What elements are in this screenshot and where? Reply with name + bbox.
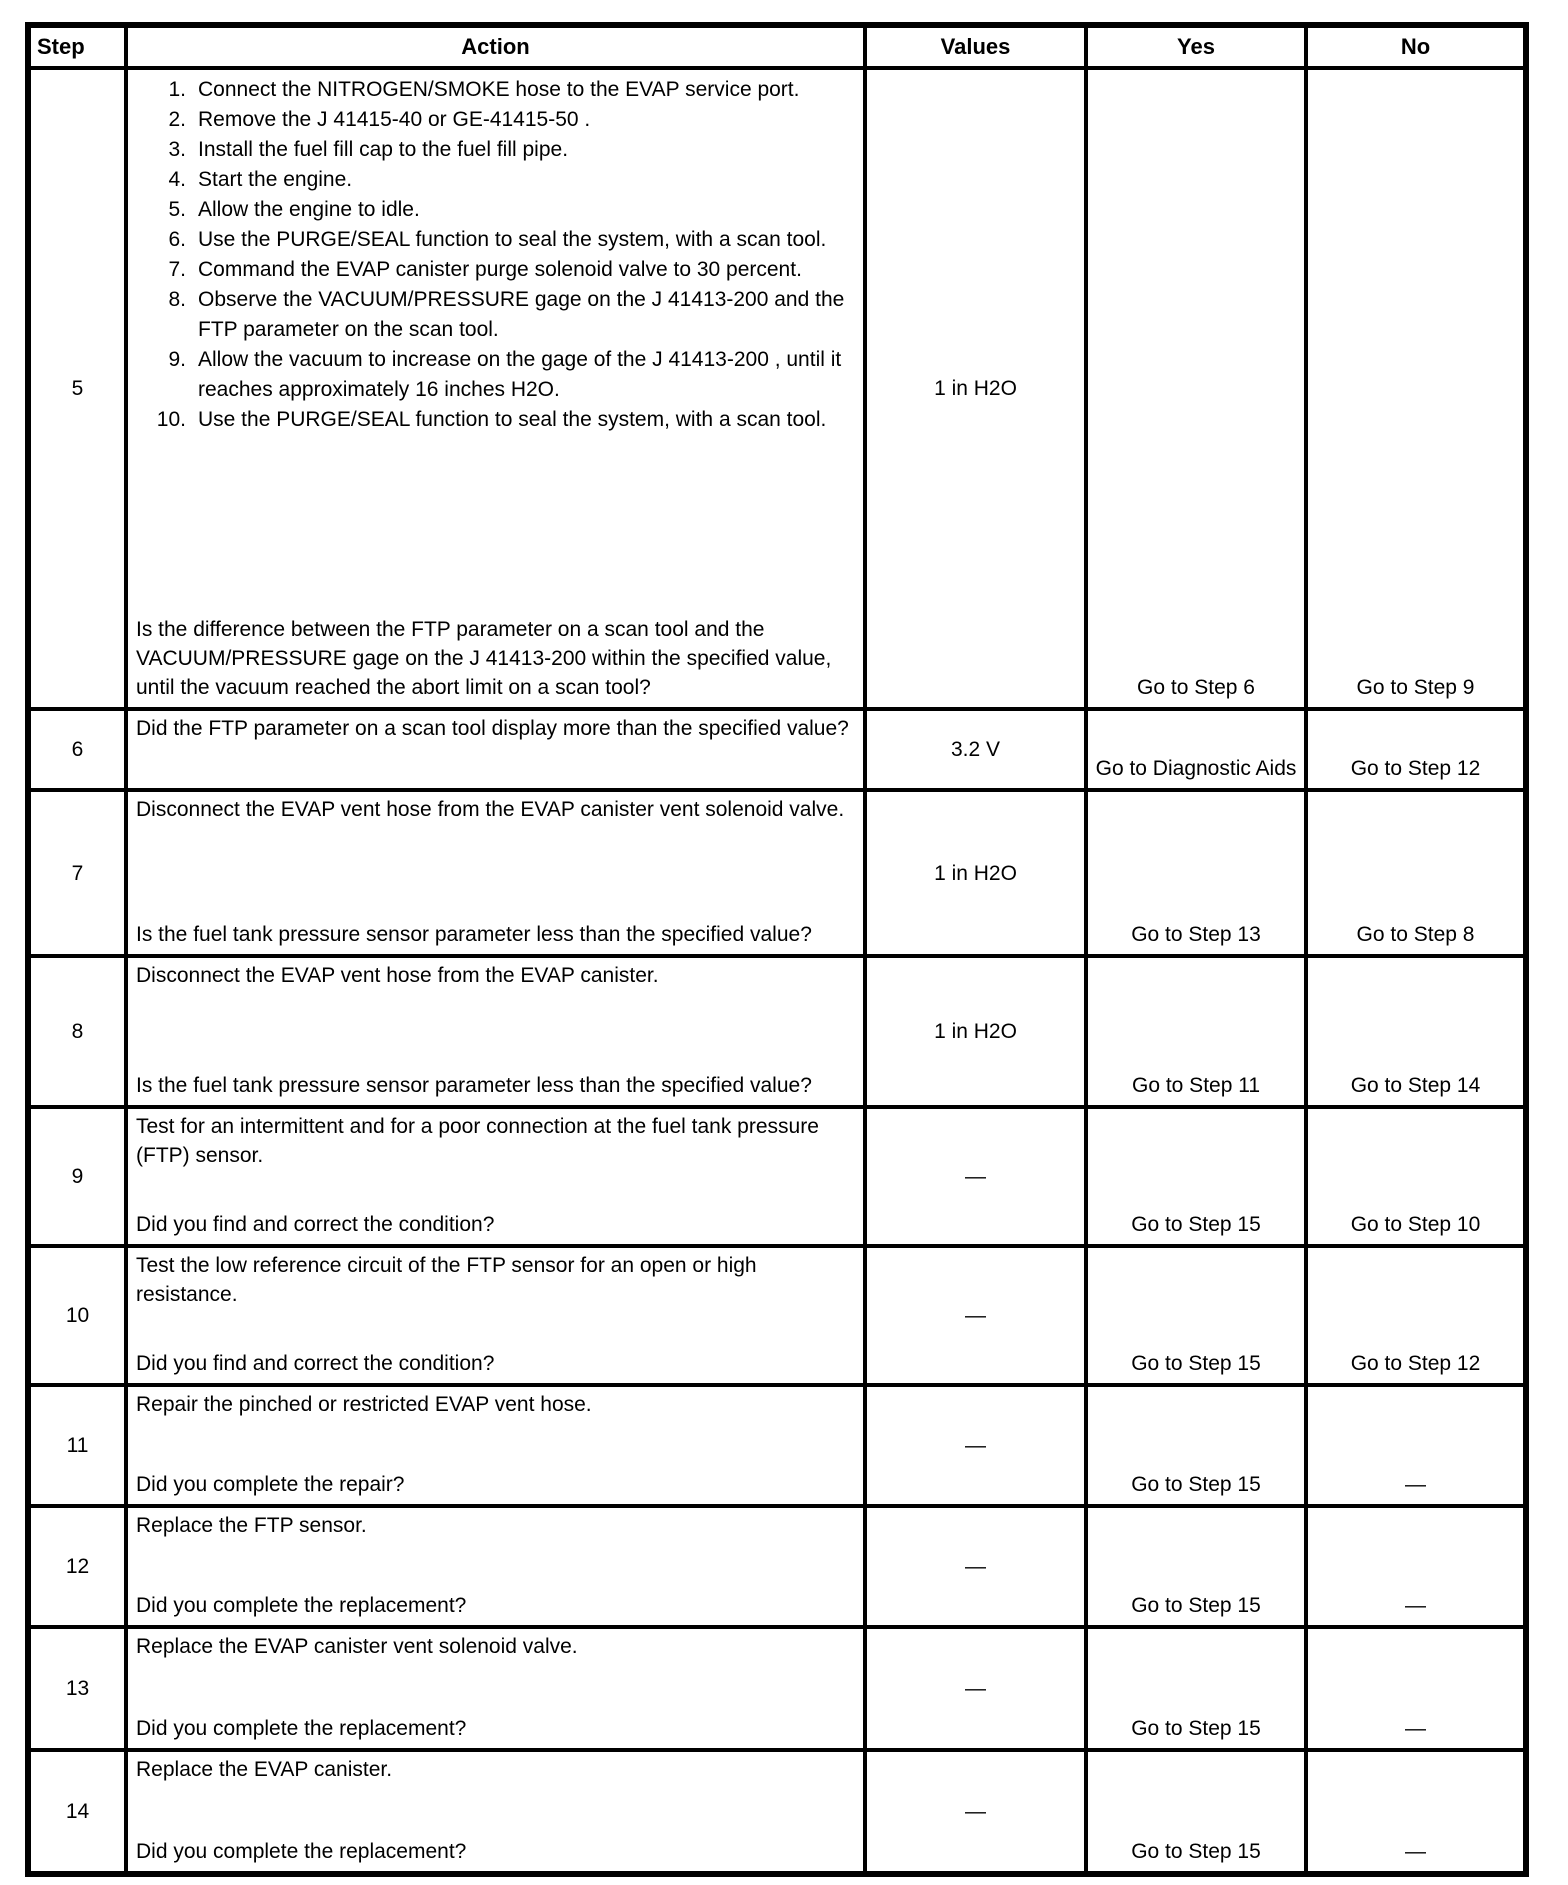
table-row <box>28 790 1526 956</box>
values-cell: 1 in H2O <box>865 956 1086 1107</box>
action-step-item <box>136 195 857 225</box>
list-number: 7. <box>168 258 186 281</box>
yes-cell: Go to Step 15 <box>1086 1506 1306 1627</box>
list-number: 1. <box>168 78 186 101</box>
values-cell: — <box>865 1627 1086 1750</box>
yes-cell: Go to Step 6 <box>1086 68 1306 709</box>
yes-cell: Go to Step 15 <box>1086 1627 1306 1750</box>
action-statement: Repair the pinched or restricted EVAP vent hose. <box>136 1393 592 1416</box>
step-cell: 10 <box>28 1246 126 1385</box>
yes-cell: Go to Step 15 <box>1086 1246 1306 1385</box>
list-number: 6. <box>168 228 186 251</box>
step-cell: 12 <box>28 1506 126 1627</box>
list-number: 10. <box>156 408 186 431</box>
action-cell-content <box>128 1387 863 1504</box>
table-body <box>28 68 1526 1874</box>
table-header <box>28 25 1526 68</box>
table-row <box>28 1627 1526 1750</box>
action-question: Is the fuel tank pressure sensor parameter less than the specified value? <box>136 1074 812 1097</box>
values-cell: — <box>865 1506 1086 1627</box>
list-text: Use the PURGE/SEAL function to seal the system, with a scan tool. <box>198 408 827 431</box>
action-statement: Replace the EVAP canister. <box>136 1758 393 1781</box>
list-number: 3. <box>168 138 186 161</box>
action-step-item <box>136 135 857 165</box>
yes-cell: Go to Step 11 <box>1086 956 1306 1107</box>
table-row <box>28 956 1526 1107</box>
values-cell: — <box>865 1750 1086 1874</box>
action-statement: Test the low reference circuit of the FTP sensor for an open or high resistance. <box>136 1254 757 1306</box>
action-statement: Disconnect the EVAP vent hose from the EVAP canister. <box>136 964 659 987</box>
action-statement: Test for an intermittent and for a poor connection at the fuel tank pressure (FTP) sensor. <box>136 1115 819 1167</box>
table-row <box>28 1246 1526 1385</box>
header-yes: Yes <box>1086 25 1306 68</box>
no-cell: — <box>1306 1385 1526 1506</box>
values-cell: — <box>865 1385 1086 1506</box>
table-row <box>28 1750 1526 1874</box>
list-text: Allow the vacuum to increase on the gage of the J 41413-200 , until it reaches approximately 16 inches H2O. <box>198 348 842 401</box>
action-question: Is the fuel tank pressure sensor parameter less than the specified value? <box>136 923 812 946</box>
no-cell: Go to Step 8 <box>1306 790 1526 956</box>
action-cell <box>126 790 865 956</box>
action-cell-content <box>128 1109 863 1244</box>
action-statement: Disconnect the EVAP vent hose from the EVAP canister vent solenoid valve. <box>136 798 845 821</box>
action-cell <box>126 709 865 790</box>
no-cell: — <box>1306 1627 1526 1750</box>
step-cell: 14 <box>28 1750 126 1874</box>
action-step-item <box>136 75 857 105</box>
list-text: Allow the engine to idle. <box>198 198 420 221</box>
list-number: 8. <box>168 288 186 311</box>
action-cell <box>126 68 865 709</box>
action-step-item <box>136 105 857 135</box>
table-row <box>28 709 1526 790</box>
action-step-item <box>136 345 857 405</box>
action-statement: Replace the FTP sensor. <box>136 1514 367 1537</box>
action-cell-content <box>128 711 863 788</box>
action-cell-content <box>128 70 863 707</box>
action-cell <box>126 1506 865 1627</box>
action-question: Did you find and correct the condition? <box>136 1352 495 1375</box>
action-cell <box>126 1246 865 1385</box>
no-cell: Go to Step 9 <box>1306 68 1526 709</box>
action-cell <box>126 1750 865 1874</box>
step-cell: 9 <box>28 1107 126 1246</box>
yes-cell: Go to Diagnostic Aids <box>1086 709 1306 790</box>
action-question: Did you complete the repair? <box>136 1473 405 1496</box>
list-text: Remove the J 41415-40 or GE-41415-50 . <box>198 108 591 131</box>
no-cell: — <box>1306 1506 1526 1627</box>
action-question: Did you complete the replacement? <box>136 1717 467 1740</box>
yes-cell: Go to Step 15 <box>1086 1750 1306 1874</box>
no-cell: — <box>1306 1750 1526 1874</box>
list-number: 2. <box>168 108 186 131</box>
diagnostic-table <box>25 22 1529 1877</box>
action-cell-content <box>128 792 863 954</box>
values-cell: 1 in H2O <box>865 68 1086 709</box>
yes-cell: Go to Step 13 <box>1086 790 1306 956</box>
step-cell: 5 <box>28 68 126 709</box>
action-question: Did you complete the replacement? <box>136 1840 467 1863</box>
no-cell: Go to Step 12 <box>1306 709 1526 790</box>
action-statement: Replace the EVAP canister vent solenoid valve. <box>136 1635 578 1658</box>
step-cell: 11 <box>28 1385 126 1506</box>
action-cell-content <box>128 1629 863 1748</box>
action-cell-content <box>128 1752 863 1871</box>
header-row <box>28 25 1526 68</box>
action-cell <box>126 1627 865 1750</box>
step-cell: 7 <box>28 790 126 956</box>
no-cell: Go to Step 10 <box>1306 1107 1526 1246</box>
action-step-item <box>136 405 857 435</box>
action-question: Is the difference between the FTP parameter on a scan tool and the VACUUM/PRESSURE gage on the J 41413-200 within the specified value, until the vacuum reached the abort limit on a scan tool? <box>136 618 832 699</box>
step-cell: 6 <box>28 709 126 790</box>
table-row <box>28 1506 1526 1627</box>
values-cell: 3.2 V <box>865 709 1086 790</box>
table-row <box>28 68 1526 709</box>
values-cell: — <box>865 1107 1086 1246</box>
action-step-item <box>136 165 857 195</box>
list-number: 9. <box>168 348 186 371</box>
list-text: Start the engine. <box>198 168 353 191</box>
action-cell <box>126 956 865 1107</box>
action-cell <box>126 1107 865 1246</box>
yes-cell: Go to Step 15 <box>1086 1107 1306 1246</box>
action-step-item <box>136 225 857 255</box>
step-cell: 8 <box>28 956 126 1107</box>
header-action: Action <box>126 25 865 68</box>
action-cell-content <box>128 1508 863 1625</box>
header-values: Values <box>865 25 1086 68</box>
values-cell: 1 in H2O <box>865 790 1086 956</box>
action-question: Did you find and correct the condition? <box>136 1213 495 1236</box>
list-text: Connect the NITROGEN/SMOKE hose to the EVAP service port. <box>198 78 800 101</box>
action-step-item <box>136 285 857 345</box>
action-question: Did you complete the replacement? <box>136 1594 467 1617</box>
table-row <box>28 1107 1526 1246</box>
action-question: Did the FTP parameter on a scan tool display more than the specified value? <box>136 717 849 740</box>
list-text: Observe the VACUUM/PRESSURE gage on the J 41413-200 and the FTP parameter on the scan tool. <box>198 288 845 341</box>
no-cell: Go to Step 12 <box>1306 1246 1526 1385</box>
action-step-item <box>136 255 857 285</box>
header-no: No <box>1306 25 1526 68</box>
action-steps-list <box>136 75 857 435</box>
action-cell-content <box>128 1248 863 1383</box>
values-cell: — <box>865 1246 1086 1385</box>
list-text: Use the PURGE/SEAL function to seal the system, with a scan tool. <box>198 228 827 251</box>
action-cell-content <box>128 958 863 1105</box>
list-text: Command the EVAP canister purge solenoid valve to 30 percent. <box>198 258 802 281</box>
table-row <box>28 1385 1526 1506</box>
no-cell: Go to Step 14 <box>1306 956 1526 1107</box>
action-cell <box>126 1385 865 1506</box>
list-number: 4. <box>168 168 186 191</box>
yes-cell: Go to Step 15 <box>1086 1385 1306 1506</box>
step-cell: 13 <box>28 1627 126 1750</box>
header-step: Step <box>28 25 126 68</box>
list-text: Install the fuel fill cap to the fuel fill pipe. <box>198 138 569 161</box>
list-number: 5. <box>168 198 186 221</box>
